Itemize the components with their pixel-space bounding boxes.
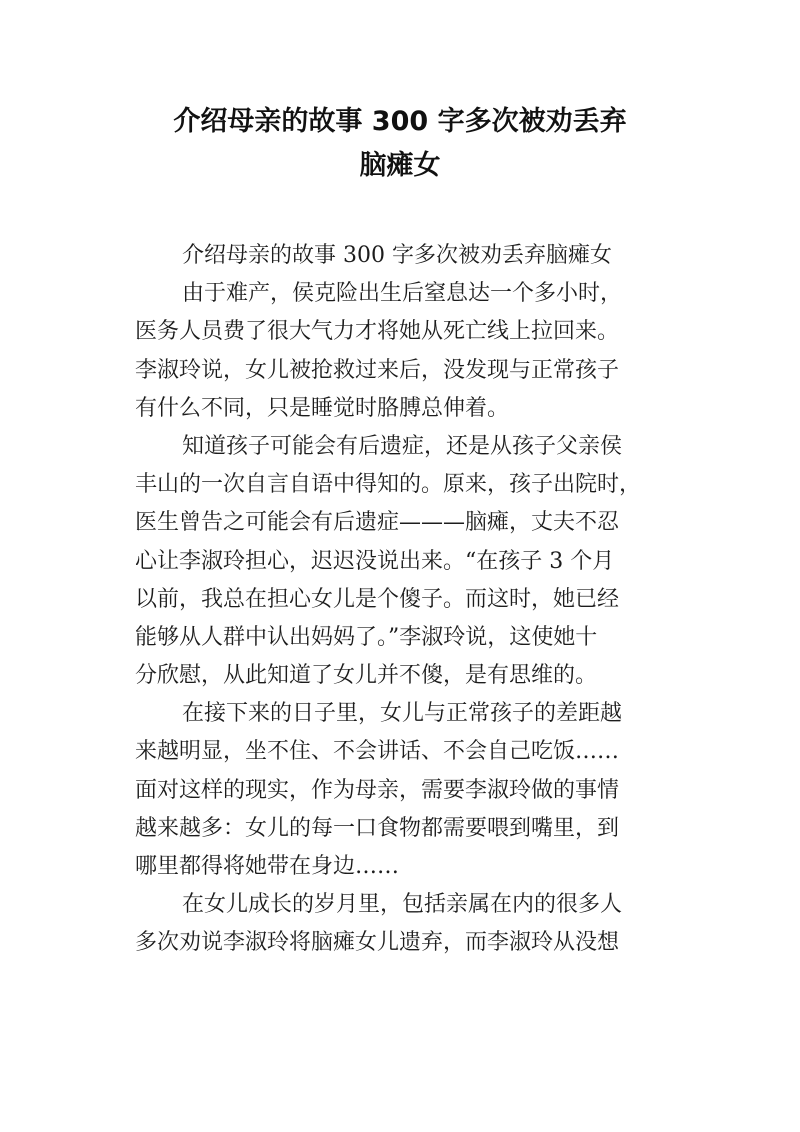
body-line: 哪里都得将她带在身边…… [135,854,400,879]
body-line: 丰山的一次自言自语中得知的。原来，孩子出院时， [135,472,642,498]
body-line: 分欣慰，从此知道了女儿并不傻，是有思维的。 [135,663,598,689]
body-line: 由于难产，侯克险出生后窒息达一个多小时， [182,281,623,307]
document-body [135,237,670,963]
body-line: 面对这样的现实，作为母亲，需要李淑玲做的事情 [135,777,620,803]
document-title [0,100,800,188]
body-line: 心让李淑玲担心，迟迟没说出来。“在孩子 3 个月 [135,548,615,574]
body-line: 能够从人群中认出妈妈了。”李淑玲说，这使她十 [135,624,598,650]
title-line-2: 脑瘫女 [359,150,441,181]
body-line: 越来越多：女儿的每一口食物都需要喂到嘴里，到 [135,815,620,841]
body-line: 在接下来的日子里，女儿与正常孩子的差距越 [182,701,623,727]
body-line: 多次劝说李淑玲将脑瘫女儿遗弃，而李淑玲从没想 [135,930,620,956]
body-line: 以前，我总在担心女儿是个傻子。而这时，她已经 [135,586,620,612]
body-line: 在女儿成长的岁月里，包括亲属在内的很多人 [182,892,623,918]
body-line: 医生曾告之可能会有后遗症———脑瘫，丈夫不忍 [135,510,620,536]
body-line: 来越明显，坐不住、不会讲话、不会自己吃饭…… [135,739,620,765]
body-line: 介绍母亲的故事 300 字多次被劝丢弃脑瘫女 [182,243,612,268]
body-line: 知道孩子可能会有后遗症，还是从孩子父亲侯 [182,433,623,459]
body-line: 李淑玲说，女儿被抢救过来后，没发现与正常孩子 [135,357,620,383]
body-line: 有什么不同，只是睡觉时胳膊总伸着。 [135,395,510,421]
title-line-1: 介绍母亲的故事 300 字多次被劝丢弃 [173,106,627,137]
body-line: 医务人员费了很大气力才将她从死亡线上拉回来。 [135,319,620,345]
